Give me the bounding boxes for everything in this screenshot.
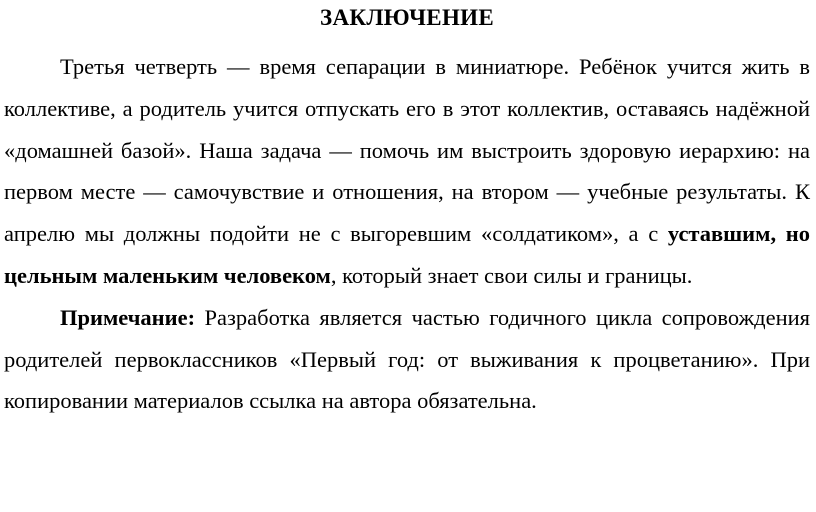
note-text: Разработка является частью годичного цикла сопровождения родителей первоклассников «Первый год: от выживания к процветанию». При копировании материалов ссылка на автора обязательна. (4, 304, 810, 414)
note-label: Примечание: (60, 304, 196, 330)
document-heading: ЗАКЛЮЧЕНИЕ (320, 5, 494, 30)
conclusion-emphasis: уставшим, но цельным маленьким человеком (4, 221, 810, 288)
conclusion-paragraph (4, 46, 810, 297)
note-paragraph (4, 297, 810, 422)
conclusion-text-part2: , который знает свои силы и границы. (330, 262, 693, 288)
conclusion-text-part1: Третья четверть — время сепарации в миниатюре. Ребёнок учится жить в коллективе, а родитель учится отпускать его в этот коллектив, оставаясь надёжной «домашней базой». Наша задача — помочь им выстроить здоровую иерархию: на первом месте — самочувствие и отношения, на втором — учебные результаты. К апрелю мы должны подойти не с выгоревшим «солдатиком», а с (4, 54, 810, 247)
